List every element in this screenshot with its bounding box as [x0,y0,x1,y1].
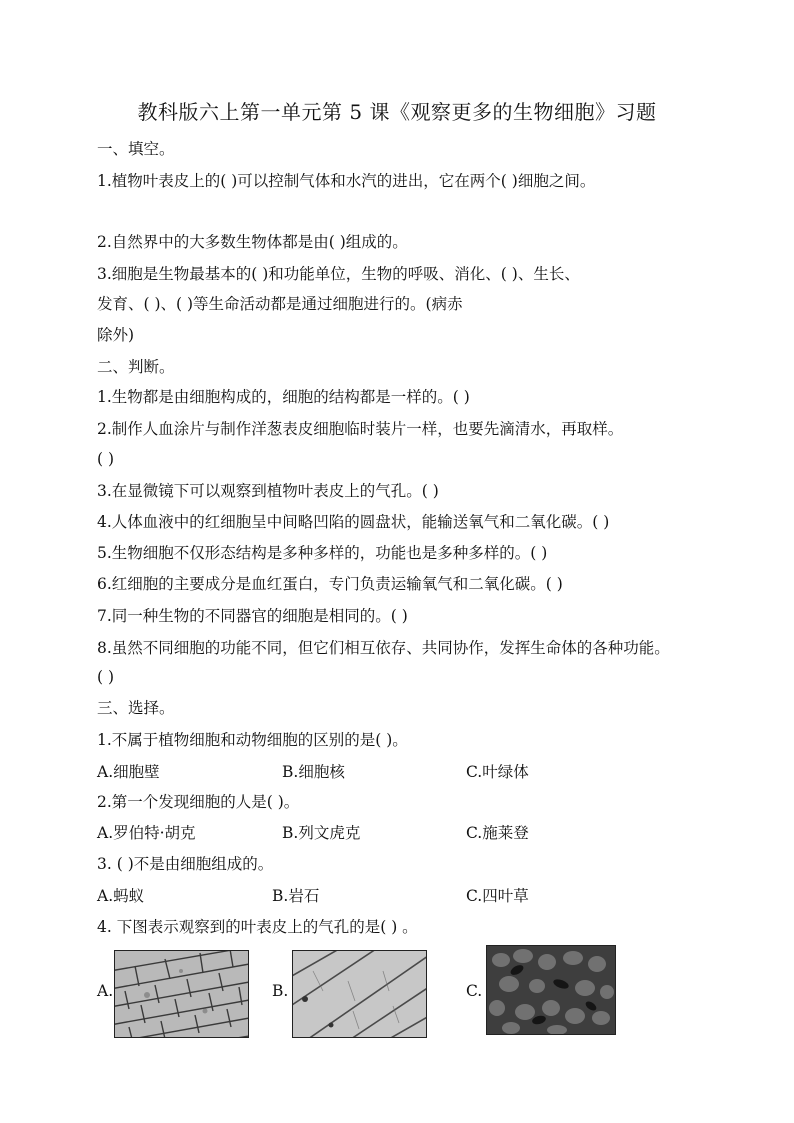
fill-question-1: 1.植物叶表皮上的( )可以控制气体和水汽的进出，它在两个( )细胞之间。 [97,172,596,190]
fill-question-2: 2.自然界中的大多数生物体都是由( )组成的。 [97,233,408,251]
choice-4-option-b: B. [272,982,289,1000]
section2-heading: 二、判断。 [97,358,175,376]
judge-question-1: 1.生物都是由细胞构成的，细胞的结构都是一样的。( ) [97,388,470,406]
micrograph-c-image [486,945,616,1035]
judge-question-6: 6.红细胞的主要成分是血红蛋白，专门负责运输氧气和二氧化碳。( ) [97,575,563,593]
choice-4-option-c: C. [466,982,483,1000]
choice-question-1: 1.不属于植物细胞和动物细胞的区别的是( )。 [97,731,408,749]
section1-heading: 一、填空。 [97,140,175,158]
judge-question-4: 4.人体血液中的红细胞呈中间略凹陷的圆盘状，能输送氧气和二氧化碳。( ) [97,513,610,531]
micrograph-a-image [114,950,249,1038]
choice-3-option-a: A.蚂蚁 [97,887,145,905]
judge-question-3: 3.在显微镜下可以观察到植物叶表皮上的气孔。( ) [97,482,439,500]
choice-2-option-a: A.罗伯特·胡克 [97,824,196,842]
judge-question-2-line2: ( ) [97,450,115,468]
judge-question-5: 5.生物细胞不仅形态结构是多种多样的，功能也是多种多样的。( ) [97,544,548,562]
choice-question-4: 4. 下图表示观察到的叶表皮上的气孔的是( ) 。 [97,918,418,936]
choice-3-option-b: B.岩石 [272,887,320,905]
choice-2-option-b: B.列文虎克 [282,824,361,842]
page-title: 教科版六上第一单元第 5 课《观察更多的生物细胞》习题 [137,100,657,124]
choice-question-2: 2.第一个发现细胞的人是( )。 [97,793,300,811]
choice-1-option-a: A.细胞壁 [97,763,160,781]
fill-question-3-line1: 3.细胞是生物最基本的( )和功能单位，生物的呼吸、消化、( )、生长、 [97,265,580,283]
fill-question-3-line3: 除外) [97,326,135,344]
choice-1-option-c: C.叶绿体 [466,763,529,781]
choice-question-3: 3. ( )不是由细胞组成的。 [97,855,274,873]
choice-1-option-b: B.细胞核 [282,763,345,781]
judge-question-8-line1: 8.虽然不同细胞的功能不同，但它们相互依存、共同协作，发挥生命体的各种功能。 [97,639,670,657]
section3-heading: 三、选择。 [97,699,175,717]
choice-4-option-a: A. [97,982,114,1000]
judge-question-7: 7.同一种生物的不同器官的细胞是相同的。( ) [97,607,408,625]
judge-question-8-line2: ( ) [97,668,115,686]
choice-2-option-c: C.施莱登 [466,824,529,842]
micrograph-b-image [292,950,427,1038]
judge-question-2-line1: 2.制作人血涂片与制作洋葱表皮细胞临时装片一样，也要先滴清水，再取样。 [97,420,624,438]
fill-question-3-line2: 发育、( )、( )等生命活动都是通过细胞进行的。(病赤 [97,295,463,313]
choice-3-option-c: C.四叶草 [466,887,529,905]
